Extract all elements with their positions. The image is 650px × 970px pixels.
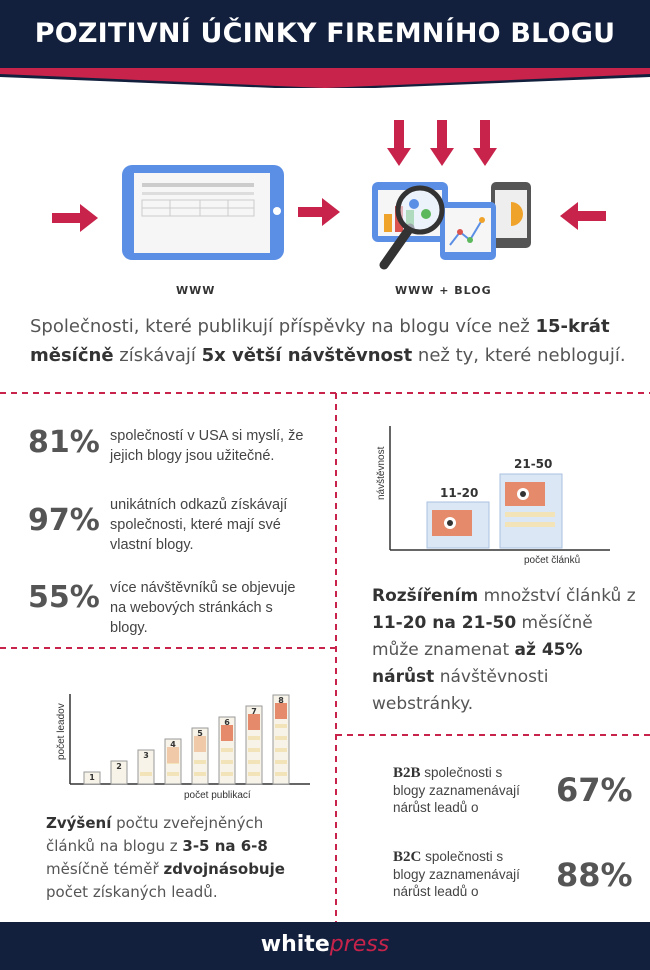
bar-label: 11-20 bbox=[440, 486, 479, 500]
chart-ylabel: návštěvnost bbox=[376, 446, 387, 500]
label-www: WWW bbox=[176, 284, 216, 297]
lead-bar-2 bbox=[111, 761, 127, 784]
page-title: POZITIVNÍ ÚČINKY FIREMNÍHO BLOGU bbox=[34, 18, 616, 49]
lead-bar-3 bbox=[138, 750, 154, 784]
lead-bar-label: 8 bbox=[278, 696, 284, 705]
stat-text: více návštěvníků se objevuje na webových stránkách s blogy. bbox=[110, 580, 296, 636]
articles-text: Rozšířením množství článků z 11-20 na 21-50 měsíčně může znamenat až 45% nárůst návštěvnosti webstránky. bbox=[372, 586, 636, 714]
lead-bar-5 bbox=[192, 728, 208, 784]
stat-text: společností v USA si myslí, že jejich blogy jsou užitečné. bbox=[110, 428, 304, 464]
label-www-blog: WWW + BLOG bbox=[395, 284, 492, 297]
whitepress-logo[interactable]: whitepress bbox=[260, 932, 390, 957]
chart-xlabel: počet článků bbox=[524, 555, 581, 566]
chart-bar-21-50 bbox=[500, 474, 562, 548]
b2c-percent: 88% bbox=[556, 856, 633, 894]
b2b-text: B2B společnosti s blogy zaznamenávají nárůst leadů o bbox=[393, 765, 520, 815]
lead-bar-label: 3 bbox=[143, 751, 149, 760]
lead-bar-label: 2 bbox=[116, 762, 122, 771]
bar-label: 21-50 bbox=[514, 457, 553, 471]
lead-bar-6 bbox=[219, 717, 235, 784]
chart-ylabel: počet leadov bbox=[56, 703, 67, 760]
lead-bar-label: 1 bbox=[89, 773, 95, 782]
lead-bar-label: 5 bbox=[197, 729, 203, 738]
lead-bar-label: 4 bbox=[170, 740, 176, 749]
intro-text: Společnosti, které publikují příspěvky na blogu více než 15-krát měsíčně získávají 5x větší návštěvnost než ty, které neblogují. bbox=[30, 316, 626, 366]
articles-chart bbox=[370, 420, 620, 570]
b2b-percent: 67% bbox=[556, 771, 633, 809]
chart-xlabel: počet publikací bbox=[184, 790, 251, 801]
stat-text: unikátních odkazů získávají společnosti, které mají své vlastní blogy. bbox=[110, 497, 288, 553]
chart-bar-11-20 bbox=[427, 502, 489, 548]
leads-chart bbox=[50, 690, 320, 810]
lead-bar-4 bbox=[165, 739, 181, 784]
stat-percent: 81% bbox=[28, 425, 100, 460]
leads-text: Zvýšení počtu zveřejněných článků na blogu z 3-5 na 6-8 měsíčně téměř zdvojnásobuje počet získaných leadů. bbox=[46, 814, 285, 901]
lead-bar-8 bbox=[273, 695, 289, 784]
lead-bar-7 bbox=[246, 706, 262, 784]
lead-bar-label: 6 bbox=[224, 718, 230, 727]
lead-bar-label: 7 bbox=[251, 707, 257, 716]
b2c-text: B2C společnosti s blogy zaznamenávají nárůst leadů o bbox=[393, 849, 520, 899]
leads-bars bbox=[84, 695, 289, 784]
lead-bar-1 bbox=[84, 772, 100, 784]
stat-percent: 97% bbox=[28, 503, 100, 538]
footer-bar bbox=[0, 922, 650, 970]
stat-percent: 55% bbox=[28, 580, 100, 615]
